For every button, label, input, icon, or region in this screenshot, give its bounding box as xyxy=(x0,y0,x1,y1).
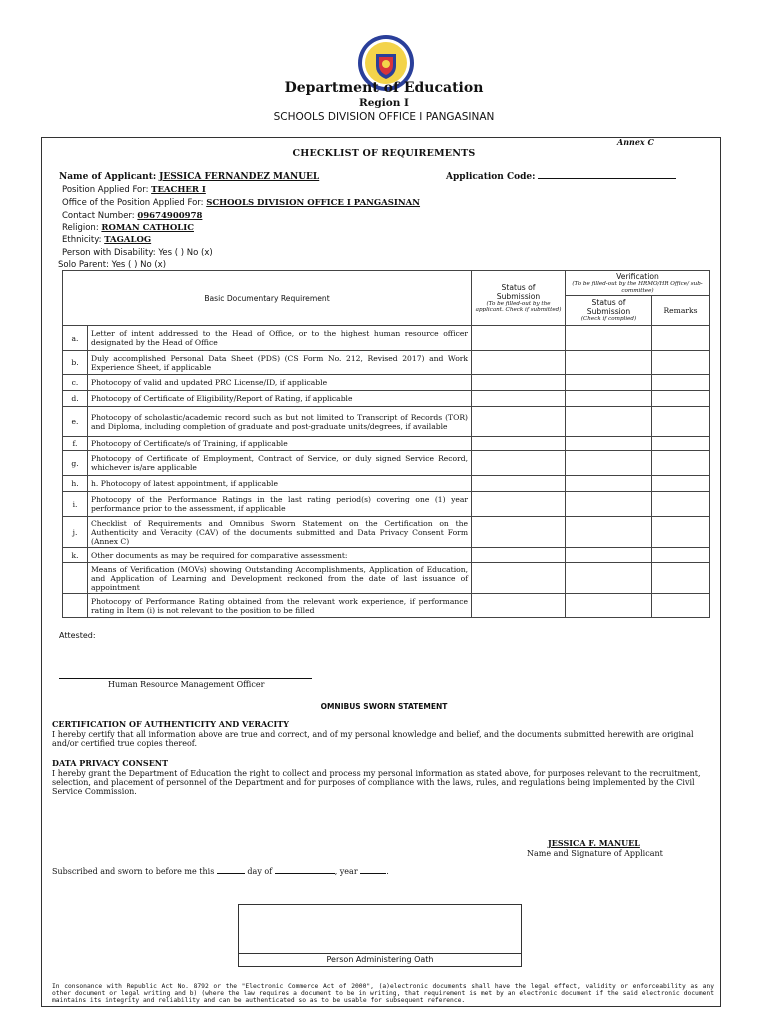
requirement-text: Checklist of Requirements and Omnibus Sworn Statement on the Certification on the Authenticity and Veracity (CAV) of the documents submitted and Data Privacy Consent Form (Annex C) xyxy=(88,517,472,548)
status-cell[interactable] xyxy=(472,407,566,437)
table-row xyxy=(63,476,710,492)
verification-cell[interactable] xyxy=(566,594,652,618)
row-letter xyxy=(63,594,88,618)
sworn-year-blank[interactable] xyxy=(360,873,386,874)
requirement-text: Photocopy of Certificate/s of Training, if applicable xyxy=(88,437,472,451)
row-letter: g. xyxy=(63,451,88,476)
requirement-text: Means of Verification (MOVs) showing Outstanding Accomplishments, Application of Education, and Application of Learning and Development reckoned from the date of last issuance of appointment xyxy=(88,563,472,594)
sworn-month-blank[interactable] xyxy=(275,873,335,874)
verification-cell[interactable] xyxy=(566,351,652,375)
remarks-cell[interactable] xyxy=(652,391,710,407)
table-row xyxy=(63,437,710,451)
solo-parent-row: Solo Parent: Yes ( ) No (x) xyxy=(58,260,167,270)
status-cell[interactable] xyxy=(472,517,566,548)
cav-text: I hereby certify that all information above are true and correct, and of my personal knowledge and belief, and the documents submitted herewith are original and/or certified true copies thereof. xyxy=(52,730,694,748)
verification-cell[interactable] xyxy=(566,437,652,451)
status-cell[interactable] xyxy=(472,594,566,618)
application-code-blank xyxy=(538,178,676,179)
status-cell[interactable] xyxy=(472,492,566,517)
applicant-name-row xyxy=(59,172,319,182)
remarks-cell[interactable] xyxy=(652,492,710,517)
remarks-cell[interactable] xyxy=(652,326,710,351)
hrmo-title: Human Resource Management Officer xyxy=(108,680,265,689)
office-label: Office of the Position Applied For: xyxy=(62,198,204,208)
status-cell[interactable] xyxy=(472,563,566,594)
requirement-text: Photocopy of the Performance Ratings in the last rating period(s) covering one (1) year performance prior to the assessment, if applicable xyxy=(88,492,472,517)
ethnicity-value: TAGALOG xyxy=(104,235,152,245)
status-cell[interactable] xyxy=(472,326,566,351)
requirement-text: Photocopy of Performance Rating obtained from the relevant work experience, if performance rating in Item (i) is not relevant to the position to be filled xyxy=(88,594,472,618)
signer-caption: Name and Signature of Applicant xyxy=(527,849,663,858)
remarks-cell[interactable] xyxy=(652,548,710,563)
row-letter: a. xyxy=(63,326,88,351)
requirements-table xyxy=(62,270,710,618)
remarks-cell[interactable] xyxy=(652,594,710,618)
verification-cell[interactable] xyxy=(566,492,652,517)
sworn-statement-row: Subscribed and sworn to before me this day of , year . xyxy=(52,867,389,876)
requirement-text: Photocopy of valid and updated PRC License/ID, if applicable xyxy=(88,375,472,391)
table-row xyxy=(63,517,710,548)
remarks-cell[interactable] xyxy=(652,351,710,375)
verification-cell[interactable] xyxy=(566,451,652,476)
verification-column-header: Verification (To be filled-out by the HRMO/HR Office/ sub-committee) xyxy=(566,271,710,296)
verification-cell[interactable] xyxy=(566,548,652,563)
table-row xyxy=(63,391,710,407)
sworn-day-blank[interactable] xyxy=(217,873,245,874)
row-letter xyxy=(63,563,88,594)
status-cell[interactable] xyxy=(472,476,566,492)
table-row xyxy=(63,407,710,437)
office-row xyxy=(62,198,420,208)
table-row xyxy=(63,492,710,517)
data-privacy-text: I hereby grant the Department of Education the right to collect and process my personal information as stated above, for purposes relevant to the recruitment, selection, and placement of personnel of the Department and for purposes of compliance with the laws, rules, and regulations being implemented by the Civil Service Commission. xyxy=(52,769,701,796)
table-row xyxy=(63,351,710,375)
table-row xyxy=(63,594,710,618)
attested-label: Attested: xyxy=(59,631,96,640)
verification-cell[interactable] xyxy=(566,476,652,492)
data-privacy-heading: DATA PRIVACY CONSENT xyxy=(52,758,169,768)
position-value: TEACHER I xyxy=(151,185,206,195)
office-value: SCHOOLS DIVISION OFFICE I PANGASINAN xyxy=(206,198,421,208)
ethnicity-label: Ethnicity: xyxy=(62,235,102,245)
applicant-name-value: JESSICA FERNANDEZ MANUEL xyxy=(159,172,320,182)
position-row xyxy=(62,185,206,195)
status-cell[interactable] xyxy=(472,391,566,407)
requirement-text: Letter of intent addressed to the Head of Office, or to the highest human resource officer designated by the Head of Office xyxy=(88,326,472,351)
row-letter: c. xyxy=(63,375,88,391)
verification-cell[interactable] xyxy=(566,326,652,351)
application-code-row xyxy=(446,172,676,182)
requirement-text: h. Photocopy of latest appointment, if applicable xyxy=(88,476,472,492)
verification-cell[interactable] xyxy=(566,517,652,548)
status-column-header: Status of Submission (To be filled-out by the applicant. Check if submitted) xyxy=(472,271,566,326)
verification-cell[interactable] xyxy=(566,391,652,407)
oath-caption: Person Administering Oath xyxy=(326,955,434,964)
division-office-label: SCHOOLS DIVISION OFFICE I PANGASINAN xyxy=(273,111,495,123)
applicant-label: Name of Applicant: xyxy=(59,172,157,182)
contact-value: 09674900978 xyxy=(137,211,203,221)
remarks-cell[interactable] xyxy=(652,407,710,437)
hrmo-signature-line xyxy=(59,678,312,679)
application-code-label: Application Code: xyxy=(446,172,536,182)
table-row xyxy=(63,563,710,594)
remarks-cell[interactable] xyxy=(652,451,710,476)
omnibus-title: OMNIBUS SWORN STATEMENT xyxy=(320,702,448,711)
checklist-title: CHECKLIST OF REQUIREMENTS xyxy=(292,148,476,159)
row-letter: h. xyxy=(63,476,88,492)
requirement-text: Duly accomplished Personal Data Sheet (PDS) (CS Form No. 212, Revised 2017) and Work Experience Sheet, if applicable xyxy=(88,351,472,375)
department-title: Department of Education xyxy=(284,80,484,96)
table-row xyxy=(63,451,710,476)
row-letter: i. xyxy=(63,492,88,517)
table-row xyxy=(63,326,710,351)
status-cell[interactable] xyxy=(472,437,566,451)
verification-cell[interactable] xyxy=(566,375,652,391)
contact-label: Contact Number: xyxy=(62,211,135,221)
row-letter: f. xyxy=(63,437,88,451)
verification-cell[interactable] xyxy=(566,563,652,594)
remarks-cell[interactable] xyxy=(652,437,710,451)
status-cell[interactable] xyxy=(472,351,566,375)
legal-footer-note: In consonance with Republic Act No. 8792 or the "Electronic Commerce Act of 2000", (a)electronic documents shall have the legal effect, validity or enforceability as any other document or legal writing and b) (where the law requires a document to be in writing, that requirement is met by an electronic document if the said electronic document maintains its integrity and reliability and can be authenticated so as to be usable for subsequent reference. xyxy=(52,983,714,1005)
region-label: Region I xyxy=(359,97,409,109)
requirement-column-header: Basic Documentary Requirement xyxy=(63,271,472,326)
annex-label: Annex C xyxy=(617,137,654,147)
row-letter: e. xyxy=(63,407,88,437)
table-row xyxy=(63,375,710,391)
row-letter: d. xyxy=(63,391,88,407)
remarks-cell[interactable] xyxy=(652,476,710,492)
requirement-text: Photocopy of scholastic/academic record such as but not limited to Transcript of Records (TOR) and Diploma, including completion of graduate and post-graduate units/degrees, if available xyxy=(88,407,472,437)
remarks-cell[interactable] xyxy=(652,517,710,548)
pwd-row: Person with Disability: Yes ( ) No (x) xyxy=(62,248,213,258)
requirement-text: Photocopy of Certificate of Employment, Contract of Service, or duly signed Service Record, whichever is/are applicable xyxy=(88,451,472,476)
religion-row xyxy=(62,223,194,233)
table-row xyxy=(63,548,710,563)
row-letter: j. xyxy=(63,517,88,548)
status-cell[interactable] xyxy=(472,451,566,476)
cav-heading: CERTIFICATION OF AUTHENTICITY AND VERACITY xyxy=(52,719,289,729)
position-label: Position Applied For: xyxy=(62,185,149,195)
ethnicity-row xyxy=(62,235,151,245)
row-letter: b. xyxy=(63,351,88,375)
requirement-text: Other documents as may be required for comparative assessment: xyxy=(88,548,472,563)
verification-status-header: Status of Submission (Check if complied) xyxy=(566,296,652,326)
contact-row xyxy=(62,211,202,221)
verification-cell[interactable] xyxy=(566,407,652,437)
requirement-text: Photocopy of Certificate of Eligibility/Report of Rating, if applicable xyxy=(88,391,472,407)
remarks-cell[interactable] xyxy=(652,563,710,594)
status-cell[interactable] xyxy=(472,548,566,563)
oath-signature-line xyxy=(238,953,522,954)
status-cell[interactable] xyxy=(472,375,566,391)
signer-name: JESSICA F. MANUEL xyxy=(548,838,640,848)
row-letter: k. xyxy=(63,548,88,563)
religion-label: Religion: xyxy=(62,223,99,233)
religion-value: ROMAN CATHOLIC xyxy=(101,223,194,233)
remarks-cell[interactable] xyxy=(652,375,710,391)
remarks-header: Remarks xyxy=(652,296,710,326)
